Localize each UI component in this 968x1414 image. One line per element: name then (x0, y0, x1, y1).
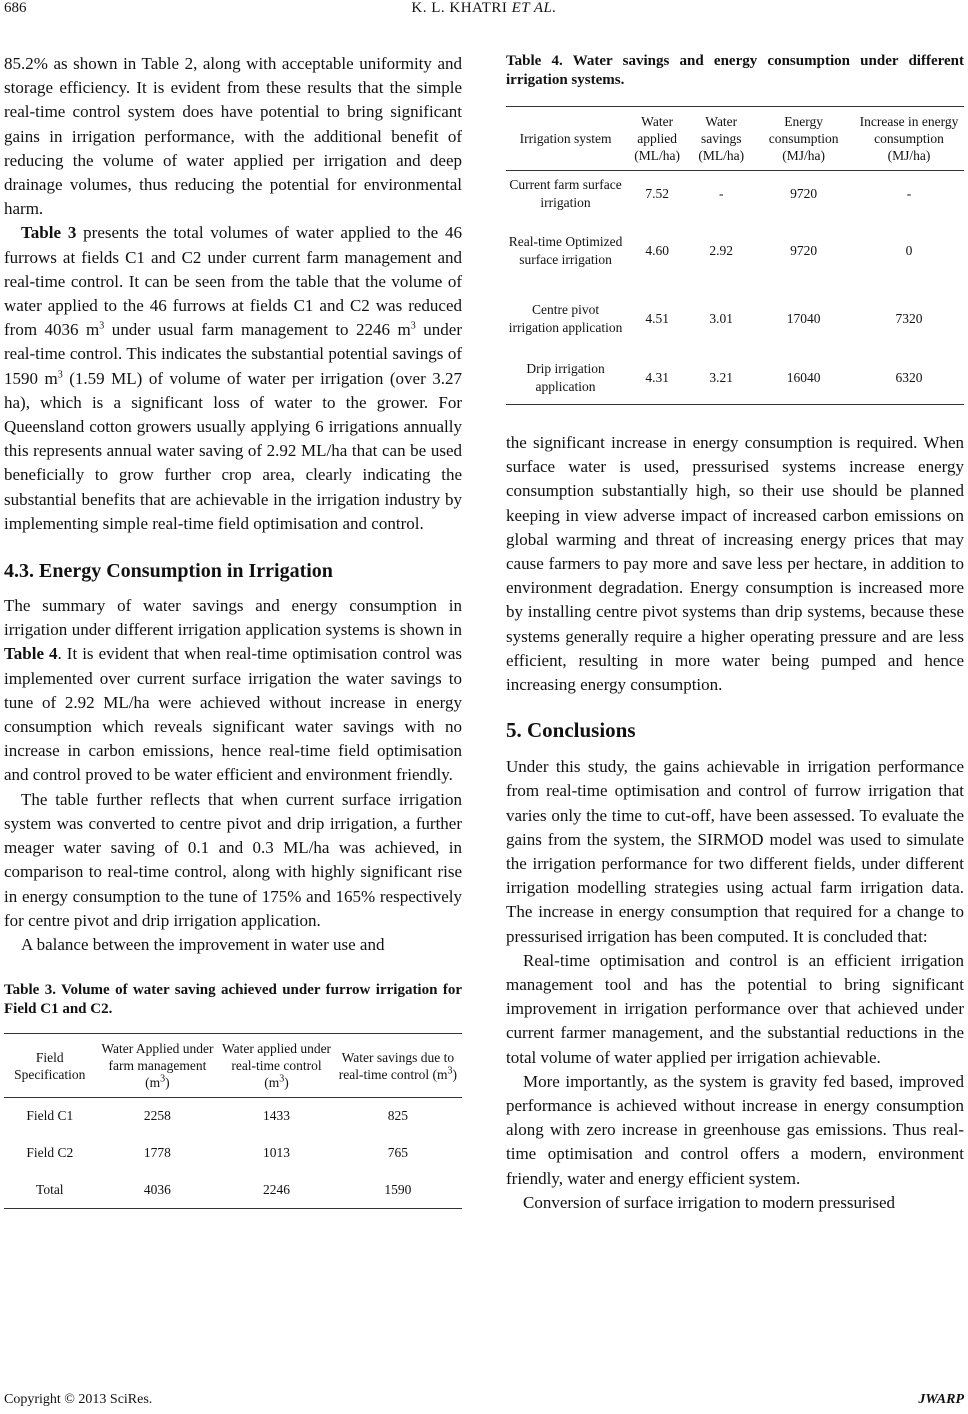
running-head-et-al: ET AL. (511, 0, 557, 16)
table-4-reference: Table 4 (4, 644, 58, 664)
table-4-header-cell: Water savings (ML/ha) (698, 114, 745, 163)
table-cell: 9720 (790, 242, 818, 258)
table-cell: 765 (387, 1145, 408, 1161)
table-cell: 2.92 (709, 242, 734, 258)
table-4-header-cell: Energy consumption (MJ/ha) (768, 114, 839, 163)
table-cell: 4.51 (645, 310, 669, 326)
table-4-caption: Table 4. Water savings and energy consumption under different irrigation systems. (506, 53, 964, 88)
table-cell: Real-time Optimized surface irrigation (508, 233, 623, 267)
right-column (506, 52, 964, 1215)
left-paragraph-2: Table 3 presents the total volumes of water applied to the 46 furrows at fields C1 and C2 under current farm management and real-time control. It can be seen from the table that the volume of water applied to the 46 furrows at fields C1 and C2 was reduced from 4036 $m^3$ under usual farm management to 2246 $m^3$ under real-time control. This indicates the substantial potential savings of 1590 $m^3$ (1.59 ML) of volume of water per irrigation (over 3.27 ha), which is a significant loss of water to the grower. For Queensland cotton growers usually applying 6 irrigations annually this represents annual water saving of 2.92 ML/ha that can be used beneficially to grow further crop area, clearly indicating the substantial benefits that are achievable in the irrigation industry by implementing simple real-time field optimisation and control. (4, 223, 462, 533)
table-cell: 4.60 (645, 242, 669, 258)
table-cell: Field C1 (26, 1108, 74, 1124)
left-paragraph-1: 85.2% as shown in Table 2, along with acceptable uniformity and storage efficiency. It is evident from these results that the simple real-time control system does have potential to bring significant gains in irrigation performance, with the additional benefit of reducing the volume of water applied per irrigation and deep drainage volumes, thus reducing the potential for environmental harm. (4, 54, 462, 219)
table-3-header-cell: Water savings due to real-time control $(m^3)$ (338, 1049, 457, 1082)
table-row (506, 217, 964, 285)
table-3 (4, 1033, 462, 1209)
section-heading-5: 5. Conclusions (506, 718, 636, 743)
right-paragraph-4: More importantly, as the system is gravity fed based, improved performance is achieved without increase in energy consumption along with zero increase in greenhouse gas emissions. Thus real-time optimisation and control offers a modern, environment friendly, water and energy efficient system. (506, 1071, 964, 1188)
table-cell: 3.01 (709, 310, 734, 326)
table-row (4, 1135, 462, 1172)
table-4-header-cell: Irrigation system (519, 131, 612, 146)
left-column (4, 52, 462, 1209)
table-3-header-cell: Field Specification (14, 1049, 86, 1082)
table-cell: 1778 (143, 1145, 171, 1161)
table-cell: Total (36, 1181, 64, 1197)
right-paragraph-1: the significant increase in energy consumption is required. When surface water is used, pressurised systems increase energy consumption substantially high, so their use should be planned keeping in view adverse impact of increased carbon emissions on global warming and threat of increasing energy prices that may cause farmers to pay more and save less per hectare, in addition to environment degradation. Energy consumption is increased more by installing centre pivot systems than drip systems, because these systems generally require a higher operating pressure and are less efficient, resulting in more water being pumped and hence increasing energy consumption. (506, 433, 964, 695)
table-cell: 9720 (790, 185, 818, 201)
left-paragraph-4: The table further reflects that when current surface irrigation system was converted to centre pivot and drip irrigation, a further meager water saving of 0.1 and 0.3 ML/ha was achieved, in comparison to real-time control, along with highly significant rise in energy consumption to the tune of 175% and 165% respectively for centre pivot and drip irrigation application. (4, 789, 462, 930)
table-cell: 17040 (786, 310, 821, 326)
table-row (4, 1172, 462, 1209)
table-cell: 6320 (895, 370, 923, 386)
table-3-header-cell: Water applied under real-time control $(m^3)$ (221, 1041, 332, 1091)
table-cell: 825 (387, 1108, 408, 1124)
table-cell: 4.31 (645, 370, 669, 386)
table-3-caption: Table 3. Volume of water saving achieved under furrow irrigation for Field C1 and C2. (4, 982, 462, 1018)
table-cell: 0 (905, 242, 913, 258)
table-cell: 7320 (895, 310, 923, 326)
table-row (506, 353, 964, 405)
table-cell: 1590 (384, 1181, 412, 1197)
table-cell: Current farm surface irrigation (509, 176, 622, 210)
table-cell: 4036 (143, 1181, 171, 1197)
table-4-header-cell: Water applied (ML/ha) (634, 114, 680, 163)
footer-copyright: Copyright © 2013 SciRes. (4, 1392, 153, 1407)
table-4-header-cell: Increase in energy consumption (MJ/ha) (859, 114, 959, 163)
right-paragraph-2: Under this study, the gains achievable in irrigation performance from real-time optimisation and control of furrow irrigation that varies only the time to cut-off, have been assessed. To evaluate the gains from the system, the SIRMOD model was used to simulate the irrigation performance for two different fields, under different irrigation modelling strategies using actual farm irrigation data. The increase in energy consumption that required for a change to pressurised irrigation has been computed. It is concluded that: (506, 757, 964, 946)
table-4 (506, 106, 964, 405)
table-cell: Field C2 (26, 1145, 74, 1161)
right-paragraph-3: Real-time optimisation and control is an efficient irrigation management tool and has the potential to bring significant improvement in irrigation performance over that achieved under current farmer management, and the substantial reductions in the total volume of water applied per irrigation achievable. (506, 950, 964, 1067)
running-head (0, 0, 968, 17)
table-cell: 3.21 (709, 370, 734, 386)
table-cell: 2258 (143, 1108, 171, 1124)
table-cell: 7.52 (645, 185, 669, 201)
table-cell: 1433 (263, 1108, 290, 1124)
table-row (506, 171, 964, 217)
table-cell: - (718, 185, 724, 201)
table-row (4, 1098, 462, 1135)
running-head-authors: K. L. KHATRI (411, 0, 508, 16)
table-cell: 16040 (786, 370, 821, 386)
right-paragraph-5: Conversion of surface irrigation to modern pressurised (523, 1192, 896, 1212)
footer-journal: JWARP (918, 1392, 964, 1407)
table-3-reference: Table 3 (21, 223, 77, 243)
table-cell: 2246 (263, 1181, 290, 1197)
table-3-header-row (4, 1034, 462, 1098)
left-paragraph-5: A balance between the improvement in water use and (21, 934, 385, 954)
table-4-header-row (506, 107, 964, 171)
table-cell: Centre pivot irrigation application (508, 301, 623, 335)
table-row (506, 285, 964, 353)
table-cell: Drip irrigation application (526, 361, 605, 395)
table-3-header-cell: Water Applied under farm management $(m^3)$ (101, 1041, 214, 1091)
table-cell: 1013 (263, 1145, 290, 1161)
left-paragraph-3: The summary of water savings and energy consumption in irrigation under different irrigation application systems is shown in Table 4. It is evident that when real-time optimisation control was implemented over current surface irrigation the water savings to tune of 2.92 ML/ha were achieved without increase in energy consumption which reveals significant water savings with no increase in carbon emissions, hence real-time field optimisation and control proved to be water efficient and environment friendly. (4, 596, 462, 785)
table-cell: - (906, 185, 912, 201)
page-number: 686 (4, 0, 27, 16)
section-heading-4-3: 4.3. Energy Consumption in Irrigation (4, 560, 333, 583)
